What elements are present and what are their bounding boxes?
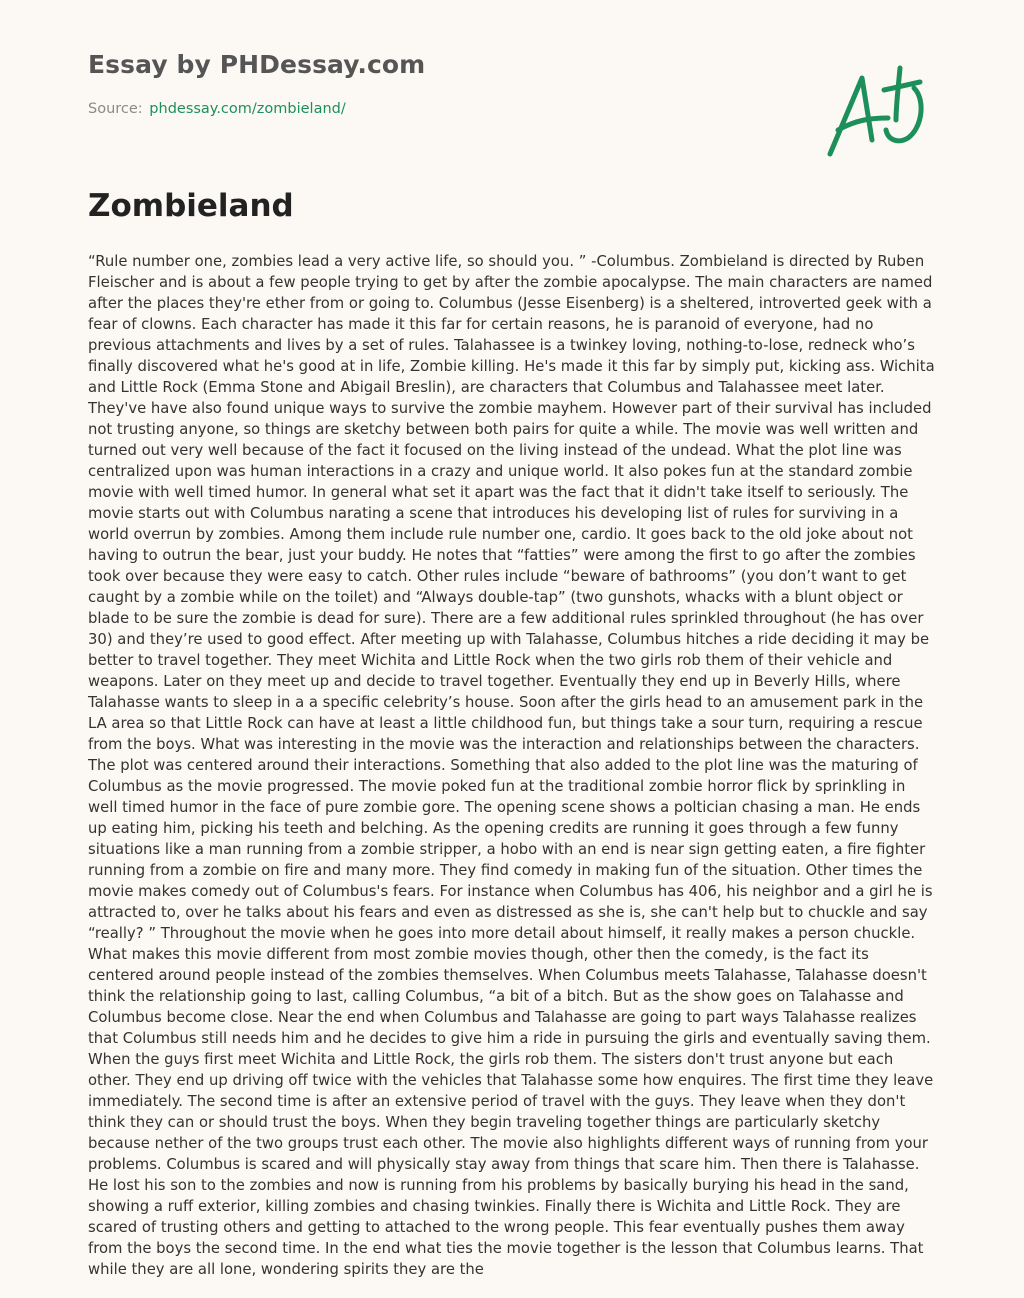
a-plus-grade-logo [822,60,932,160]
essay-paragraph: “Rule number one, zombies lead a very active life, so should you. ” -Columbus. Zombieland is directed by Ruben Fleischer and is about a few people trying to get by after the zombie apocalypse. The main characters are named after the places they're ether from or going to. Columbus (Jesse Eisenberg) is a sheltered, introverted geek with a fear of clowns. Each character has made it this far for certain reasons, he is paranoid of everyone, had no previous attachments and lives by a set of rules. Talahassee is a twinkey loving, nothing-to-lose, redneck who’s finally discovered what he's good at in life, Zombie killing. He's made it this far by simply put, kicking ass. Wichita and Little Rock (Emma Stone and Abigail Breslin), are characters that Columbus and Talahassee meet later. They've have also found unique ways to survive the zombie mayhem. However part of their survival has included not trusting anyone, so things are sketchy between both pairs for quite a while. The movie was well written and turned out very well because of the fact it focused on the living instead of the undead. What the plot line was centralized upon was human interactions in a crazy and unique world. It also pokes fun at the standard zombie movie with well timed humor. In general what set it apart was the fact that it didn't take itself to seriously. The movie starts out with Columbus narating a scene that introduces his developing list of rules for surviving in a world overrun by zombies. Among them include rule number one, cardio. It goes back to the old joke about not having to outrun the bear, just your buddy. He notes that “fatties” were among the first to go after the zombies took over because they were easy to catch. Other rules include “beware of bathrooms” (you don’t want to get caught by a zombie while on the toilet) and “Always double-tap” (two gunshots, whacks with a blunt object or blade to be sure the zombie is dead for sure). There are a few additional rules sprinkled throughout (he has over 30) and they’re used to good effect. After meeting up with Talahasse, Columbus hitches a ride deciding it may be better to travel together. They meet Wichita and Little Rock when the two girls rob them of their vehicle and weapons. Later on they meet up and decide to travel together. Eventually they end up in Beverly Hills, where Talahasse wants to sleep in a a specific celebrity’s house. Soon after the girls head to an amusement park in the LA area so that Little Rock can have at least a little childhood fun, but things take a sour turn, requiring a rescue from the boys. What was interesting in the movie was the interaction and relationships between the characters. The plot was centered around their interactions. Something that also added to the plot line was the maturing of Columbus as the movie progressed. The movie poked fun at the traditional zombie horror flick by sprinkling in well timed humor in the face of pure zombie gore. The opening scene shows a poltician chasing a man. He ends up eating him, picking his teeth and belching. As the opening credits are running it goes through a few funny situations like a man running from a zombie stripper, a hobo with an end is near sign getting eaten, a fire fighter running from a zombie on fire and many more. They find comedy in making fun of the situation. Other times the movie makes comedy out of Columbus's fears. For instance when Columbus has 406, his neighbor and a girl he is attracted to, over he talks about his fears and even as distressed as she is, she can't help but to chuckle and say “really? ” Throughout the movie when he goes into more detail about himself, it really makes a person chuckle. What makes this movie different from most zombie movies though, other then the comedy, is the fact its centered around people instead of the zombies themselves. When Columbus meets Talahasse, Talahasse doesn't think the relationship going to last, calling Columbus, “a bit of a bitch. But as the show goes on Talahasse and Columbus become close. Near the end when Columbus and Talahasse are going to part ways Talahasse realizes that Columbus still needs him and he decides to give him a ride in pursuing the girls and eventually saving them. When the guys first meet Wichita and Little Rock, the girls rob them. The sisters don't trust anyone but each other. They end up driving off twice with the vehicles that Talahasse some how enquires. The first time they leave immediately. The second time is after an extensive period of travel with the guys. They leave when they don't think they can or should trust the boys. When they begin traveling together things are particularly sketchy because nether of the two groups trust each other. The movie also highlights different ways of running from your problems. Columbus is scared and will physically stay away from things that scare him. Then there is Talahasse. He lost his son to the zombies and now is running from his problems by basically burying his head in the sand, showing a ruff exterior, killing zombies and chasing twinkies. Finally there is Wichita and Little Rock. They are scared of trusting others and getting to attached to the wrong people. This fear eventually pushes them away from the boys the second time. In the end what ties the movie together is the lesson that Columbus learns. That while they are all lone, wondering spirits they are the [88,253,935,1278]
source-link[interactable]: phdessay.com/zombieland/ [149,101,346,117]
document-title: Zombieland [88,188,294,224]
site-title: Essay by PHDessay.com [88,50,426,79]
essay-body [88,251,938,1278]
source-line [88,101,346,117]
source-label: Source: [88,101,143,117]
